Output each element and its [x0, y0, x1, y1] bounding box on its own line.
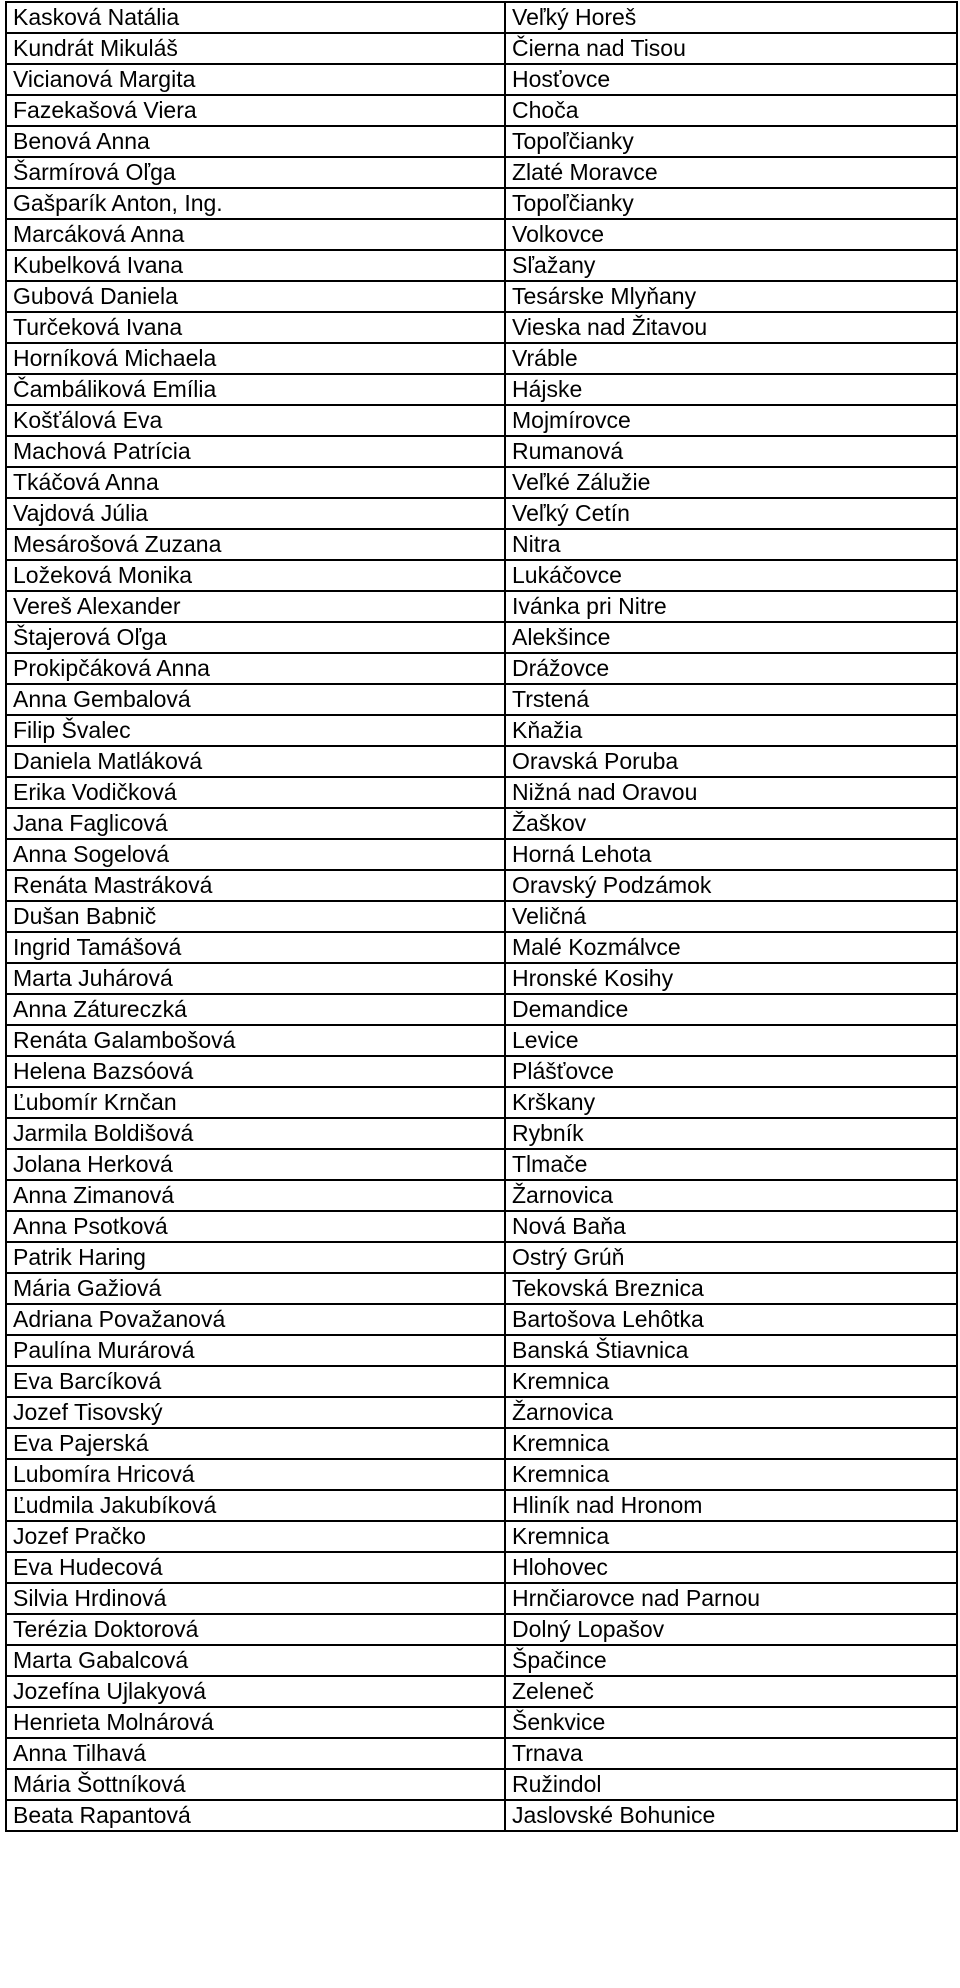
place-cell: Žaškov — [505, 808, 957, 839]
person-name-cell: Mária Gažiová — [6, 1273, 505, 1304]
place-cell: Kremnica — [505, 1459, 957, 1490]
table-row — [6, 250, 957, 281]
person-name-cell: Štajerová Oľga — [6, 622, 505, 653]
table-row — [6, 591, 957, 622]
person-name-cell: Terézia Doktorová — [6, 1614, 505, 1645]
person-name-cell: Lubomíra Hricová — [6, 1459, 505, 1490]
person-name-cell: Kundrát Mikuláš — [6, 33, 505, 64]
person-name-cell: Horníková Michaela — [6, 343, 505, 374]
table-row — [6, 1428, 957, 1459]
person-name-cell: Helena Bazsóová — [6, 1056, 505, 1087]
table-row — [6, 746, 957, 777]
person-name-cell: Adriana Považanová — [6, 1304, 505, 1335]
table-row — [6, 95, 957, 126]
place-cell: Špačince — [505, 1645, 957, 1676]
place-cell: Vráble — [505, 343, 957, 374]
person-name-cell: Beata Rapantová — [6, 1800, 505, 1831]
person-name-cell: Henrieta Molnárová — [6, 1707, 505, 1738]
table-row — [6, 560, 957, 591]
place-cell: Veľké Zálužie — [505, 467, 957, 498]
place-cell: Vieska nad Žitavou — [505, 312, 957, 343]
person-name-cell: Kasková Natália — [6, 2, 505, 33]
place-cell: Hronské Kosihy — [505, 963, 957, 994]
place-cell: Malé Kozmálvce — [505, 932, 957, 963]
place-cell: Rumanová — [505, 436, 957, 467]
table-row — [6, 1211, 957, 1242]
table-row — [6, 374, 957, 405]
person-name-cell: Tkáčová Anna — [6, 467, 505, 498]
person-name-cell: Anna Gembalová — [6, 684, 505, 715]
place-cell: Nová Baňa — [505, 1211, 957, 1242]
person-name-cell: Anna Sogelová — [6, 839, 505, 870]
table-row — [6, 312, 957, 343]
table-row — [6, 1304, 957, 1335]
person-name-cell: Eva Hudecová — [6, 1552, 505, 1583]
person-name-cell: Anna Zimanová — [6, 1180, 505, 1211]
person-name-cell: Machová Patrícia — [6, 436, 505, 467]
table-row — [6, 1738, 957, 1769]
person-name-cell: Benová Anna — [6, 126, 505, 157]
place-cell: Čierna nad Tisou — [505, 33, 957, 64]
person-name-cell: Jarmila Boldišová — [6, 1118, 505, 1149]
table-row — [6, 1118, 957, 1149]
person-name-cell: Šarmírová Oľga — [6, 157, 505, 188]
table-row — [6, 2, 957, 33]
place-cell: Kremnica — [505, 1521, 957, 1552]
person-name-cell: Fazekašová Viera — [6, 95, 505, 126]
table-row — [6, 1583, 957, 1614]
table-row — [6, 64, 957, 95]
place-cell: Oravský Podzámok — [505, 870, 957, 901]
table-row — [6, 126, 957, 157]
person-name-cell: Jozefína Ujlakyová — [6, 1676, 505, 1707]
person-name-cell: Jana Faglicová — [6, 808, 505, 839]
person-name-cell: Ľudmila Jakubíková — [6, 1490, 505, 1521]
table-row — [6, 1397, 957, 1428]
table-row — [6, 1459, 957, 1490]
place-cell: Horná Lehota — [505, 839, 957, 870]
table-row — [6, 901, 957, 932]
place-cell: Trstená — [505, 684, 957, 715]
person-name-cell: Renáta Mastráková — [6, 870, 505, 901]
place-cell: Oravská Poruba — [505, 746, 957, 777]
table-row — [6, 963, 957, 994]
place-cell: Rybník — [505, 1118, 957, 1149]
place-cell: Veličná — [505, 901, 957, 932]
person-name-cell: Marta Gabalcová — [6, 1645, 505, 1676]
place-cell: Bartošova Lehôtka — [505, 1304, 957, 1335]
table-row — [6, 1273, 957, 1304]
person-name-cell: Marcáková Anna — [6, 219, 505, 250]
place-cell: Choča — [505, 95, 957, 126]
place-cell: Alekšince — [505, 622, 957, 653]
person-name-cell: Vajdová Júlia — [6, 498, 505, 529]
place-cell: Hájske — [505, 374, 957, 405]
person-name-cell: Anna Tilhavá — [6, 1738, 505, 1769]
person-name-cell: Turčeková Ivana — [6, 312, 505, 343]
person-name-cell: Ingrid Tamášová — [6, 932, 505, 963]
place-cell: Plášťovce — [505, 1056, 957, 1087]
place-cell: Tlmače — [505, 1149, 957, 1180]
person-name-cell: Dušan Babnič — [6, 901, 505, 932]
person-name-cell: Filip Švalec — [6, 715, 505, 746]
person-name-cell: Renáta Galambošová — [6, 1025, 505, 1056]
person-name-cell: Čambáliková Emília — [6, 374, 505, 405]
table-row — [6, 1149, 957, 1180]
person-name-cell: Marta Juhárová — [6, 963, 505, 994]
table-row — [6, 33, 957, 64]
table-row — [6, 529, 957, 560]
person-name-cell: Anna Zátureczká — [6, 994, 505, 1025]
person-name-cell: Vereš Alexander — [6, 591, 505, 622]
table-row — [6, 467, 957, 498]
table-row — [6, 1521, 957, 1552]
place-cell: Kňažia — [505, 715, 957, 746]
place-cell: Tekovská Breznica — [505, 1273, 957, 1304]
place-cell: Veľký Cetín — [505, 498, 957, 529]
table-row — [6, 343, 957, 374]
place-cell: Zlaté Moravce — [505, 157, 957, 188]
place-cell: Volkovce — [505, 219, 957, 250]
table-row — [6, 870, 957, 901]
table-row — [6, 932, 957, 963]
place-cell: Nitra — [505, 529, 957, 560]
person-name-cell: Vicianová Margita — [6, 64, 505, 95]
person-name-cell: Prokipčáková Anna — [6, 653, 505, 684]
person-name-cell: Jozef Pračko — [6, 1521, 505, 1552]
person-name-cell: Anna Psotková — [6, 1211, 505, 1242]
place-cell: Demandice — [505, 994, 957, 1025]
place-cell: Krškany — [505, 1087, 957, 1118]
place-cell: Dolný Lopašov — [505, 1614, 957, 1645]
table-row — [6, 1335, 957, 1366]
place-cell: Nižná nad Oravou — [505, 777, 957, 808]
table-row — [6, 839, 957, 870]
table-row — [6, 622, 957, 653]
person-name-cell: Eva Pajerská — [6, 1428, 505, 1459]
table-row — [6, 1614, 957, 1645]
person-name-cell: Gašparík Anton, Ing. — [6, 188, 505, 219]
person-name-cell: Patrik Haring — [6, 1242, 505, 1273]
table-body — [6, 2, 957, 1831]
person-name-cell: Daniela Matláková — [6, 746, 505, 777]
person-name-cell: Paulína Murárová — [6, 1335, 505, 1366]
place-cell: Lukáčovce — [505, 560, 957, 591]
place-cell: Žarnovica — [505, 1397, 957, 1428]
place-cell: Hliník nad Hronom — [505, 1490, 957, 1521]
place-cell: Tesárske Mlyňany — [505, 281, 957, 312]
table-row — [6, 1087, 957, 1118]
place-cell: Jaslovské Bohunice — [505, 1800, 957, 1831]
place-cell: Ostrý Grúň — [505, 1242, 957, 1273]
place-cell: Trnava — [505, 1738, 957, 1769]
table-row — [6, 1769, 957, 1800]
person-name-cell: Mária Šottníková — [6, 1769, 505, 1800]
table-row — [6, 1180, 957, 1211]
table-row — [6, 653, 957, 684]
person-name-cell: Ložeková Monika — [6, 560, 505, 591]
table-row — [6, 1800, 957, 1831]
place-cell: Sľažany — [505, 250, 957, 281]
place-cell: Šenkvice — [505, 1707, 957, 1738]
table-row — [6, 498, 957, 529]
place-cell: Žarnovica — [505, 1180, 957, 1211]
names-places-table — [5, 1, 958, 1832]
table-row — [6, 684, 957, 715]
table-row — [6, 1366, 957, 1397]
place-cell: Topoľčianky — [505, 188, 957, 219]
person-name-cell: Košťálová Eva — [6, 405, 505, 436]
person-name-cell: Gubová Daniela — [6, 281, 505, 312]
table-row — [6, 188, 957, 219]
place-cell: Banská Štiavnica — [505, 1335, 957, 1366]
place-cell: Zeleneč — [505, 1676, 957, 1707]
place-cell: Drážovce — [505, 653, 957, 684]
table-row — [6, 777, 957, 808]
table-row — [6, 157, 957, 188]
person-name-cell: Jozef Tisovský — [6, 1397, 505, 1428]
place-cell: Kremnica — [505, 1428, 957, 1459]
place-cell: Kremnica — [505, 1366, 957, 1397]
person-name-cell: Erika Vodičková — [6, 777, 505, 808]
table-row — [6, 715, 957, 746]
place-cell: Ivánka pri Nitre — [505, 591, 957, 622]
table-row — [6, 994, 957, 1025]
place-cell: Veľký Horeš — [505, 2, 957, 33]
person-name-cell: Silvia Hrdinová — [6, 1583, 505, 1614]
person-name-cell: Jolana Herková — [6, 1149, 505, 1180]
place-cell: Levice — [505, 1025, 957, 1056]
table-row — [6, 1025, 957, 1056]
person-name-cell: Eva Barcíková — [6, 1366, 505, 1397]
place-cell: Hrnčiarovce nad Parnou — [505, 1583, 957, 1614]
table-row — [6, 808, 957, 839]
table-row — [6, 1645, 957, 1676]
person-name-cell: Mesárošová Zuzana — [6, 529, 505, 560]
person-name-cell: Ľubomír Krnčan — [6, 1087, 505, 1118]
table-row — [6, 1490, 957, 1521]
table-row — [6, 436, 957, 467]
person-name-cell: Kubelková Ivana — [6, 250, 505, 281]
table-row — [6, 1056, 957, 1087]
place-cell: Hlohovec — [505, 1552, 957, 1583]
table-row — [6, 1242, 957, 1273]
table-row — [6, 1676, 957, 1707]
table-row — [6, 219, 957, 250]
table-row — [6, 1552, 957, 1583]
place-cell: Hosťovce — [505, 64, 957, 95]
table-row — [6, 1707, 957, 1738]
table-row — [6, 405, 957, 436]
table-row — [6, 281, 957, 312]
place-cell: Ružindol — [505, 1769, 957, 1800]
place-cell: Mojmírovce — [505, 405, 957, 436]
place-cell: Topoľčianky — [505, 126, 957, 157]
